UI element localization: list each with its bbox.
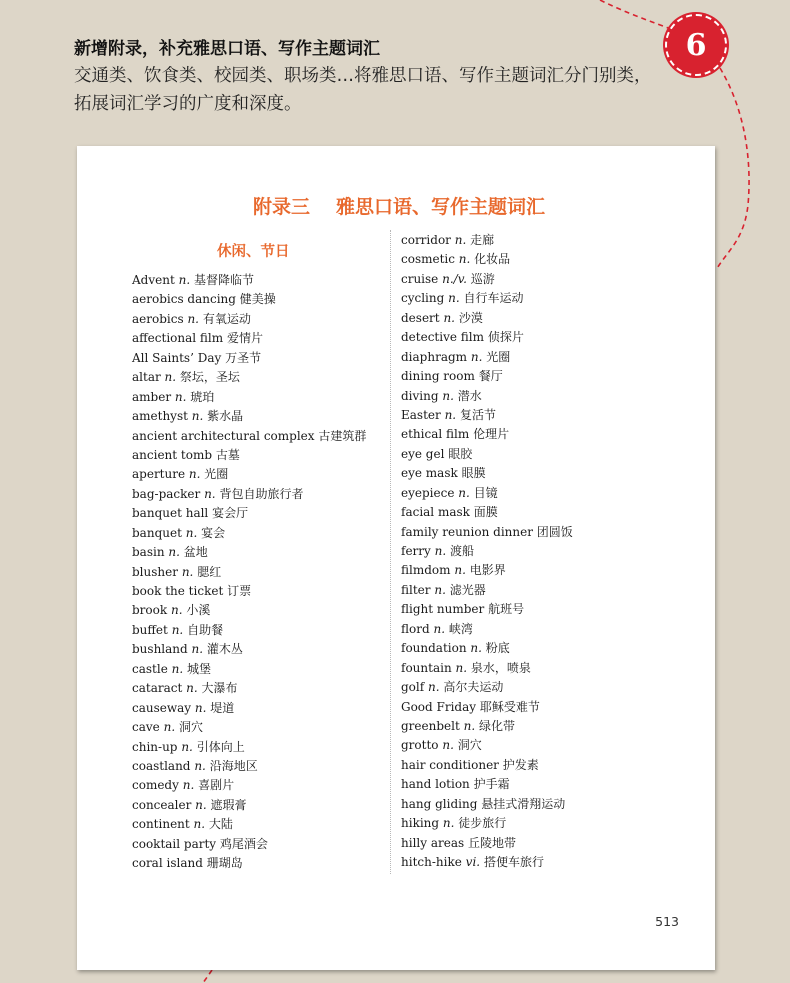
vocab-word: basin (132, 545, 165, 560)
vocab-entry (132, 465, 366, 484)
vocab-word: causeway (132, 700, 192, 715)
vocab-meaning: 面膜 (473, 505, 498, 520)
part-of-speech: n. (163, 720, 176, 735)
vocab-entry (132, 776, 366, 795)
section-heading: 休闲、节日 (217, 244, 290, 260)
vocab-word: bag-packer (132, 486, 201, 501)
part-of-speech: n. (188, 467, 201, 482)
feature-number-badge (665, 14, 727, 76)
vocab-word: book the ticket (132, 584, 224, 598)
part-of-speech: n. (458, 252, 471, 267)
vocab-entry (132, 699, 366, 718)
vocab-meaning: 粉底 (485, 641, 510, 656)
vocab-meaning: 化妆品 (474, 252, 511, 267)
part-of-speech: n. (470, 641, 482, 656)
vocab-word: affectional film (132, 331, 224, 346)
appendix-label: 附录三 (252, 196, 310, 218)
vocab-meaning: 爱情片 (226, 331, 263, 346)
vocab-meaning: 腮红 (197, 564, 222, 579)
vocab-word: altar (132, 370, 161, 385)
vocab-word: eye mask (401, 466, 458, 481)
vocab-meaning: 基督降临节 (193, 273, 254, 287)
vocab-entry (401, 814, 573, 833)
part-of-speech: n. (187, 311, 199, 326)
vocab-word: flight number (401, 602, 485, 617)
vocab-meaning: 引体向上 (196, 739, 245, 754)
vocab-entry (132, 349, 366, 368)
vocab-word: aerobics (132, 311, 184, 326)
part-of-speech: n. (454, 563, 466, 578)
vocab-entry (401, 678, 573, 697)
vocab-word: ancient architectural complex (132, 428, 315, 443)
part-of-speech: n. (448, 291, 460, 306)
vocab-entry (401, 425, 573, 444)
vocab-meaning: 目镜 (473, 485, 498, 500)
vocab-word: dining room (401, 369, 475, 384)
vocab-word: banquet hall (132, 506, 209, 521)
part-of-speech: n. (194, 700, 207, 715)
vocab-meaning: 复活节 (459, 407, 496, 422)
vocab-meaning: 紫水晶 (207, 409, 244, 424)
vocab-word: amber (132, 389, 172, 404)
vocab-entry (401, 600, 573, 619)
vocab-word: buffet (132, 622, 168, 637)
part-of-speech: n. (171, 622, 184, 637)
vocab-meaning: 团圆饭 (536, 524, 573, 539)
vocab-meaning: 盆地 (183, 545, 208, 560)
vocab-entry (132, 543, 366, 562)
vocab-meaning: 眼膜 (461, 466, 486, 481)
part-of-speech: n. (181, 564, 194, 579)
part-of-speech: n. (170, 603, 183, 618)
vocab-word: golf (401, 680, 425, 695)
vocab-entry (401, 834, 573, 853)
part-of-speech: n. (171, 661, 184, 676)
part-of-speech: n. (454, 233, 467, 247)
vocab-word: eye gel (401, 446, 445, 461)
vocab-meaning: 自助餐 (187, 622, 224, 637)
vocab-entry (401, 445, 573, 464)
part-of-speech: n. (433, 621, 446, 636)
vocab-entry (132, 271, 366, 290)
vocab-meaning: 耶稣受难节 (479, 699, 540, 714)
vocab-entry (401, 289, 573, 308)
vocab-meaning: 巡游 (470, 271, 495, 286)
part-of-speech: n. (164, 370, 177, 385)
page-number: 513 (655, 914, 679, 929)
vocab-meaning: 背包自助旅行者 (219, 486, 304, 501)
vocab-word: concealer (132, 797, 192, 812)
vocab-entry (401, 309, 573, 328)
vocab-entry (401, 620, 573, 639)
vocab-meaning: 悬挂式滑翔运动 (481, 796, 566, 811)
vocab-word: corridor (401, 233, 451, 247)
vocab-meaning: 喜剧片 (198, 778, 235, 793)
vocab-word: hilly areas (401, 835, 465, 850)
vocab-word: Easter (401, 407, 441, 422)
vocab-word: Good Friday (401, 699, 477, 714)
vocab-word: desert (401, 310, 440, 325)
vocab-word: blusher (132, 564, 178, 579)
vocab-meaning: 订票 (227, 584, 252, 598)
vocab-entry (132, 835, 366, 854)
vocab-meaning: 城堡 (187, 661, 212, 676)
vocab-word: amethyst (132, 409, 188, 424)
part-of-speech: n. (434, 544, 447, 558)
vocab-meaning: 护手霜 (473, 777, 510, 792)
vocab-meaning: 琥珀 (190, 389, 215, 404)
part-of-speech: n. (185, 525, 198, 540)
vocab-meaning: 洞穴 (457, 738, 482, 753)
vocab-word: cave (132, 720, 160, 735)
vocab-entry (132, 601, 366, 620)
vocab-word: ethical film (401, 427, 470, 442)
vocab-meaning: 光圈 (486, 349, 511, 364)
vocab-entry (401, 348, 573, 367)
vocab-word: continent (132, 817, 190, 832)
vocab-word: greenbelt (401, 718, 460, 733)
vocab-entry (132, 582, 366, 601)
vocab-entry (132, 329, 366, 348)
part-of-speech: n. (174, 389, 187, 404)
vocab-entry (132, 310, 366, 329)
vocab-list-right (401, 231, 573, 872)
vocab-word: cooktail party (132, 836, 217, 851)
vocab-entry (401, 484, 573, 503)
vocab-entry (401, 561, 573, 580)
vocab-meaning: 有氧运动 (202, 311, 251, 326)
intro-description: 交通类、饮食类、校园类、职场类…将雅思口语、写作主题词汇分门别类，拓展词汇学习的广度和深度。 (74, 66, 652, 114)
vocab-meaning: 小溪 (186, 603, 211, 618)
vocab-entry (132, 815, 366, 834)
vocab-word: chin-up (132, 739, 178, 754)
part-of-speech: n. (191, 642, 204, 657)
vocab-word: hair conditioner (401, 757, 499, 772)
vocab-meaning: 伦理片 (473, 427, 510, 442)
vocab-meaning: 沿海地区 (209, 758, 258, 773)
vocab-entry (132, 621, 366, 640)
vocab-word: hand lotion (401, 777, 470, 792)
vocab-word: flord (401, 621, 430, 636)
vocab-word: aperture (132, 467, 186, 482)
vocab-meaning: 大陆 (208, 817, 233, 832)
vocab-entry (132, 290, 366, 309)
part-of-speech: n. (193, 817, 206, 832)
part-of-speech: n. (186, 681, 198, 696)
vocab-word: ancient tomb (132, 447, 213, 462)
vocab-entry (132, 446, 366, 465)
vocab-meaning: 健美操 (239, 292, 276, 307)
vocab-entry (401, 250, 573, 269)
part-of-speech: n. (458, 485, 470, 500)
part-of-speech: n. (442, 738, 454, 753)
vocab-meaning: 航班号 (488, 602, 525, 617)
vocab-meaning: 峡湾 (448, 621, 473, 636)
vocab-word: castle (132, 661, 168, 676)
vocab-meaning: 丘陵地带 (467, 835, 516, 850)
vocab-entry (401, 387, 573, 406)
book-page (77, 146, 715, 970)
vocab-entry (401, 756, 573, 775)
vocab-entry (132, 407, 366, 426)
vocab-entry (401, 231, 573, 250)
part-of-speech: n. (444, 407, 457, 422)
vocab-meaning: 珊瑚岛 (206, 856, 243, 871)
vocab-meaning: 滤光器 (449, 582, 486, 597)
part-of-speech: n. (178, 273, 191, 287)
vocab-meaning: 大瀑布 (201, 681, 238, 696)
vocab-word: ferry (401, 544, 431, 558)
vocab-word: fountain (401, 660, 452, 675)
vocab-meaning: 鸡尾酒会 (219, 836, 268, 851)
vocab-meaning: 徒步旅行 (458, 816, 507, 831)
vocab-entry (401, 328, 573, 347)
vocab-word: comedy (132, 778, 179, 793)
vocab-meaning: 宴会厅 (212, 506, 249, 521)
vocab-meaning: 眼胶 (448, 446, 473, 461)
vocab-meaning: 电影界 (469, 563, 506, 578)
vocab-meaning: 万圣节 (225, 350, 262, 365)
vocab-list-left (132, 271, 366, 874)
vocab-entry (132, 485, 366, 504)
vocab-entry (401, 581, 573, 600)
vocab-entry (132, 504, 366, 523)
part-of-speech: n. (428, 680, 440, 695)
part-of-speech: n. (191, 409, 204, 424)
vocab-meaning: 宴会 (201, 525, 226, 540)
vocab-entry (401, 503, 573, 522)
vocab-entry (132, 738, 366, 757)
vocab-meaning: 祭坛，圣坛 (179, 370, 240, 385)
column-divider (390, 230, 391, 874)
vocab-entry (132, 563, 366, 582)
vocab-word: eyepiece (401, 485, 455, 500)
vocab-word: All Saints’ Day (132, 350, 222, 365)
vocab-word: cycling (401, 291, 445, 306)
vocab-word: hiking (401, 816, 440, 831)
vocab-meaning: 搭便车旅行 (483, 855, 544, 869)
vocab-entry (132, 524, 366, 543)
vocab-meaning: 渡船 (450, 544, 475, 558)
vocab-word: Advent (132, 273, 175, 287)
vocab-word: aerobics dancing (132, 292, 236, 307)
part-of-speech: n. (194, 758, 206, 773)
vocab-word: detective film (401, 330, 485, 345)
part-of-speech: vi. (465, 855, 481, 869)
vocab-entry (401, 367, 573, 386)
vocab-word: coral island (132, 856, 203, 871)
vocab-entry (401, 795, 573, 814)
part-of-speech: n. (470, 349, 483, 364)
vocab-word: cosmetic (401, 252, 455, 267)
vocab-entry (401, 464, 573, 483)
vocab-word: filter (401, 582, 431, 597)
vocab-entry (132, 368, 366, 387)
vocab-word: diving (401, 388, 439, 403)
vocab-entry (401, 542, 573, 561)
vocab-entry (401, 659, 573, 678)
part-of-speech: n. (434, 582, 446, 597)
vocab-entry (132, 757, 366, 776)
vocab-meaning: 光圈 (204, 467, 229, 482)
vocab-meaning: 古建筑群 (318, 428, 367, 443)
vocab-entry (132, 718, 366, 737)
vocab-entry (401, 523, 573, 542)
vocab-word: facial mask (401, 505, 470, 520)
vocab-meaning: 遮瑕膏 (210, 797, 247, 812)
vocab-meaning: 护发素 (502, 757, 539, 772)
part-of-speech: n. (195, 797, 207, 812)
vocab-meaning: 沙漠 (458, 310, 483, 325)
part-of-speech: n. (455, 660, 468, 675)
vocab-word: diaphragm (401, 349, 468, 364)
vocab-entry (132, 388, 366, 407)
vocab-entry (401, 270, 573, 289)
part-of-speech: n. (204, 486, 216, 501)
part-of-speech: n. (181, 739, 193, 754)
part-of-speech: n. (168, 545, 180, 560)
appendix-title (77, 192, 715, 219)
vocab-meaning: 潜水 (457, 388, 482, 403)
part-of-speech: n. (443, 310, 455, 325)
vocab-entry (401, 698, 573, 717)
vocab-meaning: 餐厅 (478, 369, 503, 384)
intro-title: 新增附录，补充雅思口语、写作主题词汇 (74, 39, 380, 59)
vocab-word: family reunion dinner (401, 524, 533, 539)
vocab-entry (132, 640, 366, 659)
vocab-entry (401, 775, 573, 794)
part-of-speech: n. (182, 778, 195, 793)
vocab-word: banquet (132, 525, 182, 540)
vocab-word: foundation (401, 641, 467, 656)
vocab-word: cruise (401, 271, 439, 286)
vocab-entry (132, 660, 366, 679)
vocab-entry (401, 853, 573, 872)
vocab-word: bushland (132, 642, 188, 657)
vocab-word: hitch-hike (401, 855, 462, 869)
vocab-meaning: 堤道 (210, 700, 235, 715)
part-of-speech: n. (463, 718, 476, 733)
vocab-entry (132, 679, 366, 698)
vocab-entry (401, 406, 573, 425)
vocab-meaning: 泉水，喷泉 (470, 660, 531, 675)
part-of-speech: n. (442, 816, 455, 831)
vocab-meaning: 洞穴 (178, 720, 203, 735)
part-of-speech: n./v. (442, 271, 467, 286)
vocab-meaning: 灌木丛 (206, 642, 243, 657)
vocab-entry (401, 717, 573, 736)
vocab-meaning: 高尔夫运动 (443, 680, 504, 695)
vocab-entry (401, 639, 573, 658)
vocab-entry (132, 796, 366, 815)
vocab-meaning: 自行车运动 (463, 291, 524, 306)
vocab-word: filmdom (401, 563, 451, 578)
vocab-word: cataract (132, 681, 183, 696)
part-of-speech: n. (442, 388, 454, 403)
vocab-entry (132, 854, 366, 873)
appendix-topic: 雅思口语、写作主题词汇 (336, 196, 546, 218)
vocab-meaning: 走廊 (470, 233, 495, 247)
vocab-meaning: 侦探片 (487, 330, 524, 345)
vocab-word: grotto (401, 738, 439, 753)
vocab-meaning: 古墓 (215, 447, 240, 462)
vocab-entry (132, 427, 366, 446)
vocab-word: hang gliding (401, 796, 478, 811)
vocab-entry (401, 736, 573, 755)
vocab-word: brook (132, 603, 168, 618)
badge-number: 6 (685, 27, 707, 63)
vocab-word: coastland (132, 758, 191, 773)
vocab-meaning: 绿化带 (479, 718, 516, 733)
